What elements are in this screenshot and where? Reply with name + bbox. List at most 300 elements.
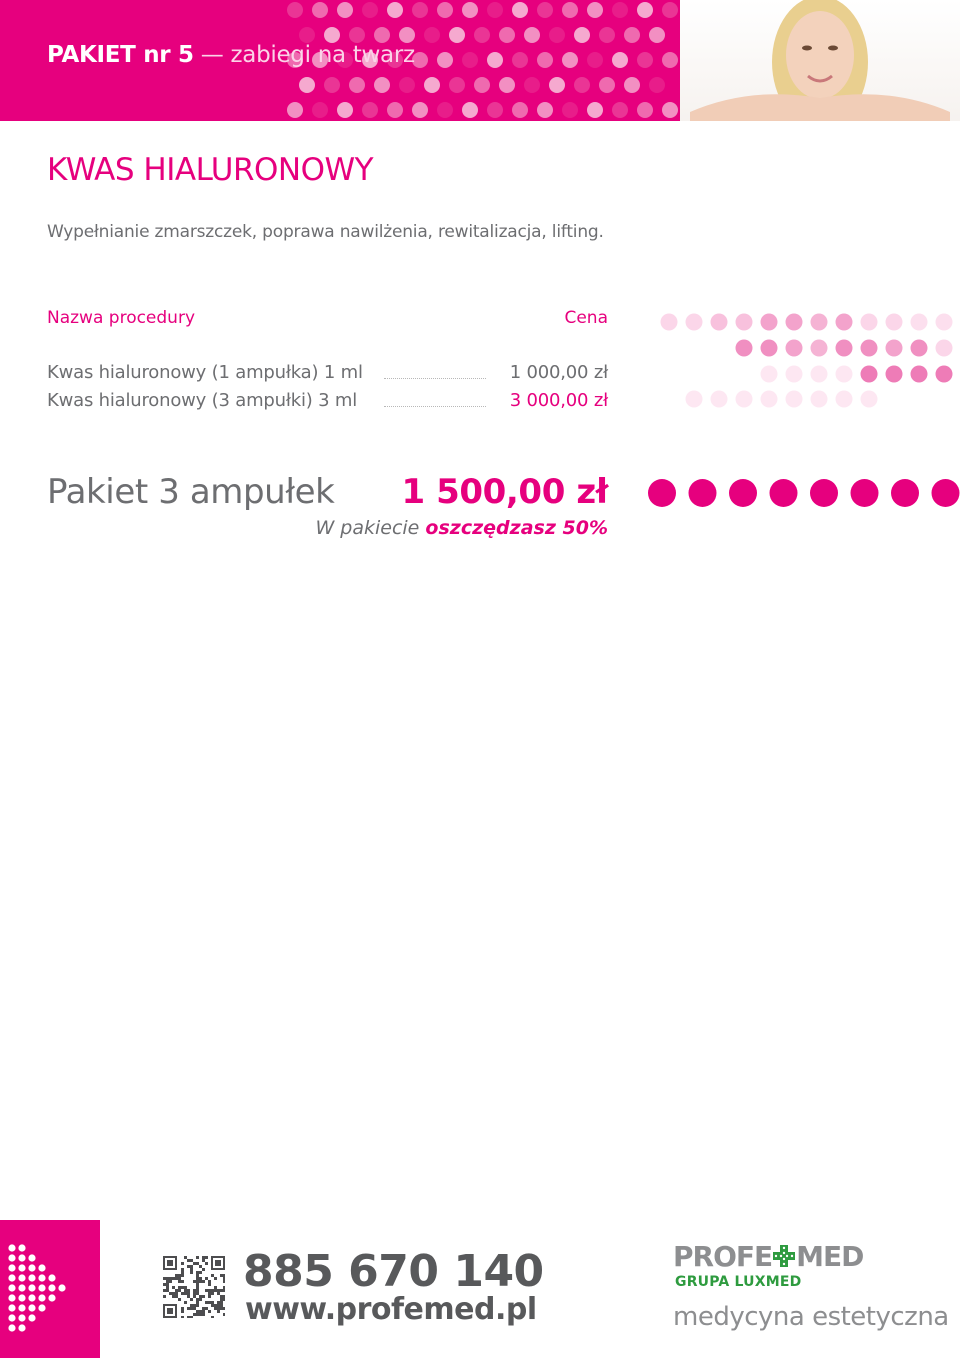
qr-module (223, 1307, 225, 1310)
qr-module (199, 1277, 202, 1280)
qr-module (178, 1280, 181, 1283)
footer-square-dot (38, 1264, 45, 1271)
qr-module (167, 1260, 173, 1266)
qr-module (220, 1301, 223, 1304)
header-dot (324, 27, 340, 43)
table-dot (861, 366, 878, 383)
footer-square-dot (18, 1284, 25, 1291)
footer-square-dot (58, 1284, 65, 1291)
package-dot (770, 479, 798, 507)
qr-module (220, 1274, 223, 1277)
qr-module (163, 1289, 166, 1292)
qr-module (208, 1283, 211, 1286)
price-row (47, 362, 608, 386)
qr-module (187, 1316, 190, 1318)
qr-module (181, 1316, 184, 1318)
qr-module (196, 1304, 199, 1307)
footer-square-dot (18, 1274, 25, 1281)
qr-module (223, 1280, 225, 1283)
qr-module (211, 1256, 213, 1270)
header-dot (637, 2, 653, 18)
table-dot (711, 314, 728, 331)
header-dot (649, 77, 665, 93)
package-dot (851, 479, 879, 507)
table-dot (911, 314, 928, 331)
header-dot (499, 77, 515, 93)
qr-module (172, 1295, 175, 1298)
qr-module (178, 1274, 181, 1277)
qr-module (184, 1289, 187, 1292)
logo-text-right: MED (796, 1240, 864, 1273)
qr-module (184, 1292, 187, 1295)
header-dot (512, 52, 528, 68)
qr-module (193, 1307, 196, 1310)
footer-square-dot (48, 1274, 55, 1281)
qr-module (163, 1295, 166, 1298)
package-dot (689, 479, 717, 507)
header-dot (599, 27, 615, 43)
qr-module (202, 1307, 205, 1310)
qr-module (211, 1274, 214, 1277)
header-dot (537, 2, 553, 18)
footer-square-dots (0, 1220, 100, 1358)
qr-module (175, 1295, 178, 1298)
qr-module (187, 1295, 190, 1298)
header-dot (662, 102, 678, 118)
qr-module (166, 1280, 169, 1283)
qr-module (202, 1280, 205, 1283)
qr-module (205, 1277, 208, 1280)
qr-module (217, 1292, 220, 1295)
logo-wordmark (673, 1240, 863, 1273)
header-dot (399, 27, 415, 43)
qr-module (211, 1268, 225, 1270)
qr-module (205, 1256, 208, 1259)
header-dot (299, 77, 315, 93)
qr-module (184, 1286, 187, 1289)
qr-module (175, 1274, 178, 1277)
qr-module (163, 1316, 177, 1318)
header-dot (349, 27, 365, 43)
dotted-leader (384, 378, 486, 379)
qr-module (211, 1301, 214, 1304)
header-dot (562, 102, 578, 118)
header-dot (487, 52, 503, 68)
footer-square-dot (38, 1304, 45, 1311)
table-dot (861, 340, 878, 357)
qr-module (175, 1292, 178, 1295)
footer-square-dot (18, 1294, 25, 1301)
header-dot (549, 27, 565, 43)
qr-module (178, 1286, 181, 1289)
header-dot (574, 77, 590, 93)
table-dot (811, 340, 828, 357)
header-dot (574, 27, 590, 43)
header-dot (612, 52, 628, 68)
qr-module (190, 1304, 193, 1307)
qr-module (181, 1310, 184, 1313)
qr-module (181, 1280, 184, 1283)
package-dot (810, 479, 838, 507)
qr-module (223, 1313, 225, 1316)
qr-module (190, 1298, 193, 1301)
table-dot (836, 366, 853, 383)
header-dot (524, 27, 540, 43)
footer-square-dot (8, 1264, 15, 1271)
qr-module (193, 1289, 196, 1292)
qr-module (181, 1274, 184, 1277)
footer-square-dot (18, 1244, 25, 1251)
qr-module (196, 1298, 199, 1301)
header-dot (637, 52, 653, 68)
table-dot-pattern (655, 308, 960, 412)
qr-module (175, 1304, 177, 1318)
qr-module (181, 1286, 184, 1289)
qr-module (208, 1292, 211, 1295)
phone-number[interactable]: 885 670 140 (243, 1246, 544, 1297)
qr-module (215, 1260, 221, 1266)
qr-module (220, 1298, 223, 1301)
footer-square-dot (8, 1254, 15, 1261)
footer-square-dot (48, 1294, 55, 1301)
qr-module (196, 1271, 199, 1274)
qr-module (187, 1259, 190, 1262)
qr-module (223, 1256, 225, 1270)
qr-module (199, 1280, 202, 1283)
qr-module (214, 1307, 217, 1310)
qr-module (205, 1301, 208, 1304)
model-photo-illustration (680, 0, 960, 121)
qr-module (199, 1313, 202, 1316)
header-dot (612, 102, 628, 118)
qr-module (193, 1262, 196, 1265)
header-dot (499, 27, 515, 43)
profemed-logo (673, 1240, 864, 1296)
qr-module (190, 1265, 193, 1268)
header-dot (524, 77, 540, 93)
table-dot (886, 366, 903, 383)
header-dot (649, 27, 665, 43)
qr-module (190, 1316, 193, 1318)
table-dot (661, 314, 678, 331)
qr-code-icon[interactable] (163, 1256, 225, 1318)
qr-module (190, 1268, 193, 1271)
footer-square-dot (8, 1314, 15, 1321)
table-dot (686, 391, 703, 408)
header-dot (537, 102, 553, 118)
procedure-price: 1 000,00 zł (509, 362, 608, 383)
header-dot (374, 27, 390, 43)
footer-square-dot (28, 1314, 35, 1321)
qr-module (169, 1292, 172, 1295)
footer-square-dot (38, 1274, 45, 1281)
table-dot (761, 391, 778, 408)
header-band (0, 0, 960, 121)
header-dot (362, 2, 378, 18)
header-dot (662, 52, 678, 68)
table-dot (711, 391, 728, 408)
qr-module (217, 1304, 220, 1307)
qr-module (202, 1313, 205, 1316)
qr-module (211, 1304, 214, 1307)
qr-module (193, 1313, 196, 1316)
header-dot (412, 2, 428, 18)
qr-module (196, 1274, 199, 1277)
qr-module (163, 1268, 177, 1270)
header-dot (324, 77, 340, 93)
qr-module (181, 1292, 184, 1295)
table-dot (936, 340, 953, 357)
package-dot (648, 479, 676, 507)
qr-module (223, 1274, 225, 1277)
qr-module (199, 1295, 202, 1298)
qr-module (196, 1277, 199, 1280)
section-title: KWAS HIALURONOWY (47, 152, 374, 188)
header-dot (512, 102, 528, 118)
logo-group-name: GRUPA LUXMED (675, 1274, 802, 1290)
qr-module (184, 1256, 187, 1259)
qr-module (166, 1277, 169, 1280)
header-dot (412, 102, 428, 118)
qr-module (181, 1262, 184, 1265)
qr-module (196, 1283, 199, 1286)
footer-brand-square (0, 1220, 100, 1358)
header-dot (624, 27, 640, 43)
qr-module (190, 1259, 193, 1262)
table-dot (736, 340, 753, 357)
website-link[interactable]: www.profemed.pl (245, 1292, 537, 1327)
table-dot (861, 391, 878, 408)
header-dot (312, 2, 328, 18)
procedure-name: Kwas hialuronowy (1 ampułka) 1 ml (47, 362, 363, 383)
package-dot-row (645, 478, 960, 508)
qr-module (211, 1256, 225, 1258)
header-dot (449, 27, 465, 43)
header-dot (587, 102, 603, 118)
footer-square-dot (18, 1324, 25, 1331)
package-label: Pakiet 3 ampułek (47, 472, 335, 512)
package-saving (300, 517, 608, 539)
qr-module (202, 1256, 205, 1259)
qr-module (187, 1265, 190, 1268)
header-dot (474, 27, 490, 43)
qr-module (196, 1292, 199, 1295)
qr-module (199, 1310, 202, 1313)
table-dot (886, 314, 903, 331)
package-dot (729, 479, 757, 507)
qr-module (223, 1286, 225, 1289)
table-dot (911, 340, 928, 357)
header-dot (487, 102, 503, 118)
header-dot (662, 2, 678, 18)
footer-square-dot (8, 1304, 15, 1311)
qr-module (172, 1286, 175, 1289)
column-header-name: Nazwa procedury (47, 308, 196, 328)
table-dot (786, 314, 803, 331)
footer-square-dot (8, 1324, 15, 1331)
header-dot (337, 2, 353, 18)
table-dot (886, 340, 903, 357)
qr-module (175, 1289, 178, 1292)
section-description: Wypełnianie zmarszczek, poprawa nawilżenia, rewitalizacja, lifting. (47, 222, 604, 242)
qr-module (196, 1310, 199, 1313)
header-dot (374, 77, 390, 93)
qr-module (190, 1271, 193, 1274)
qr-module (199, 1271, 202, 1274)
footer-square-dot (18, 1304, 25, 1311)
footer-square-dot (28, 1264, 35, 1271)
qr-module (205, 1307, 208, 1310)
qr-module (187, 1292, 190, 1295)
footer-square-dot (28, 1304, 35, 1311)
header-dot (424, 77, 440, 93)
header-dot (537, 52, 553, 68)
qr-module (167, 1308, 173, 1314)
qr-module (214, 1277, 217, 1280)
table-dot (836, 314, 853, 331)
header-dot (637, 102, 653, 118)
header-dot (312, 102, 328, 118)
table-dot (936, 314, 953, 331)
qr-module (166, 1286, 169, 1289)
saving-prefix: W pakiecie (315, 517, 420, 539)
footer-square-dot (28, 1254, 35, 1261)
qr-module (220, 1307, 223, 1310)
qr-module (214, 1286, 217, 1289)
qr-module (178, 1298, 181, 1301)
qr-module (163, 1304, 165, 1318)
footer-square-dot (28, 1274, 35, 1281)
medical-cross-icon (773, 1241, 795, 1263)
qr-module (211, 1316, 214, 1318)
qr-module (208, 1310, 211, 1313)
header-dot (337, 102, 353, 118)
table-dot (911, 366, 928, 383)
header-dot (424, 27, 440, 43)
qr-module (202, 1295, 205, 1298)
footer-square-dot (18, 1254, 25, 1261)
procedure-price: 3 000,00 zł (509, 390, 608, 411)
qr-module (217, 1310, 220, 1313)
qr-module (190, 1307, 193, 1310)
table-dot (736, 391, 753, 408)
qr-module (223, 1289, 225, 1292)
table-dot (811, 366, 828, 383)
model-photo (680, 0, 960, 121)
header-dot (562, 2, 578, 18)
header-dot (362, 102, 378, 118)
qr-module (223, 1298, 225, 1301)
qr-module (208, 1280, 211, 1283)
qr-module (217, 1301, 220, 1304)
qr-module (220, 1295, 223, 1298)
qr-module (199, 1298, 202, 1301)
footer-square-dot (28, 1284, 35, 1291)
qr-module (196, 1262, 199, 1265)
qr-module (163, 1304, 177, 1306)
qr-module (211, 1289, 214, 1292)
qr-module (202, 1268, 205, 1271)
qr-module (175, 1256, 177, 1270)
qr-module (178, 1277, 181, 1280)
header-dot (462, 102, 478, 118)
header-dot (437, 52, 453, 68)
header-dash: — (200, 42, 224, 68)
table-dot (786, 391, 803, 408)
qr-module (196, 1301, 199, 1304)
header-dot (399, 77, 415, 93)
qr-module (214, 1304, 217, 1307)
qr-module (199, 1265, 202, 1268)
qr-module (175, 1277, 178, 1280)
qr-module (163, 1256, 165, 1270)
qr-module (193, 1304, 196, 1307)
header-dot (549, 77, 565, 93)
header-dot (349, 77, 365, 93)
header-dot (474, 77, 490, 93)
qr-module (205, 1289, 208, 1292)
qr-module (196, 1313, 199, 1316)
qr-module (202, 1259, 205, 1262)
header-dot (387, 2, 403, 18)
qr-module (172, 1292, 175, 1295)
footer-square-dot (18, 1314, 25, 1321)
footer-square-dot (8, 1294, 15, 1301)
header-dot (437, 2, 453, 18)
header-dot (462, 52, 478, 68)
qr-module (181, 1271, 184, 1274)
qr-module (205, 1262, 208, 1265)
qr-module (196, 1256, 199, 1259)
footer-square-dot (8, 1244, 15, 1251)
header-dot (612, 2, 628, 18)
table-dot (811, 391, 828, 408)
table-dot (786, 340, 803, 357)
qr-module (172, 1277, 175, 1280)
table-dot (761, 314, 778, 331)
header-dot (512, 2, 528, 18)
table-dot (836, 340, 853, 357)
qr-module (196, 1286, 199, 1289)
qr-module (184, 1301, 187, 1304)
tagline: medycyna estetyczna (673, 1302, 949, 1332)
qr-module (181, 1268, 184, 1271)
price-row (47, 390, 608, 414)
logo-text-left: PROFE (673, 1240, 773, 1273)
header-dot (587, 2, 603, 18)
qr-module (163, 1256, 177, 1258)
qr-module (193, 1292, 196, 1295)
header-dot (587, 52, 603, 68)
header-dot (462, 2, 478, 18)
qr-module (220, 1289, 223, 1292)
qr-module (163, 1283, 166, 1286)
qr-module (202, 1310, 205, 1313)
header-dot (599, 77, 615, 93)
package-dot (932, 479, 960, 507)
qr-module (166, 1289, 169, 1292)
qr-module (223, 1295, 225, 1298)
package-dot (891, 479, 919, 507)
table-dot (761, 366, 778, 383)
qr-module (193, 1295, 196, 1298)
table-dot (836, 391, 853, 408)
header-dot (449, 77, 465, 93)
header-dot (299, 27, 315, 43)
qr-module (193, 1280, 196, 1283)
footer-square-dot (8, 1284, 15, 1291)
header-title (47, 42, 415, 68)
